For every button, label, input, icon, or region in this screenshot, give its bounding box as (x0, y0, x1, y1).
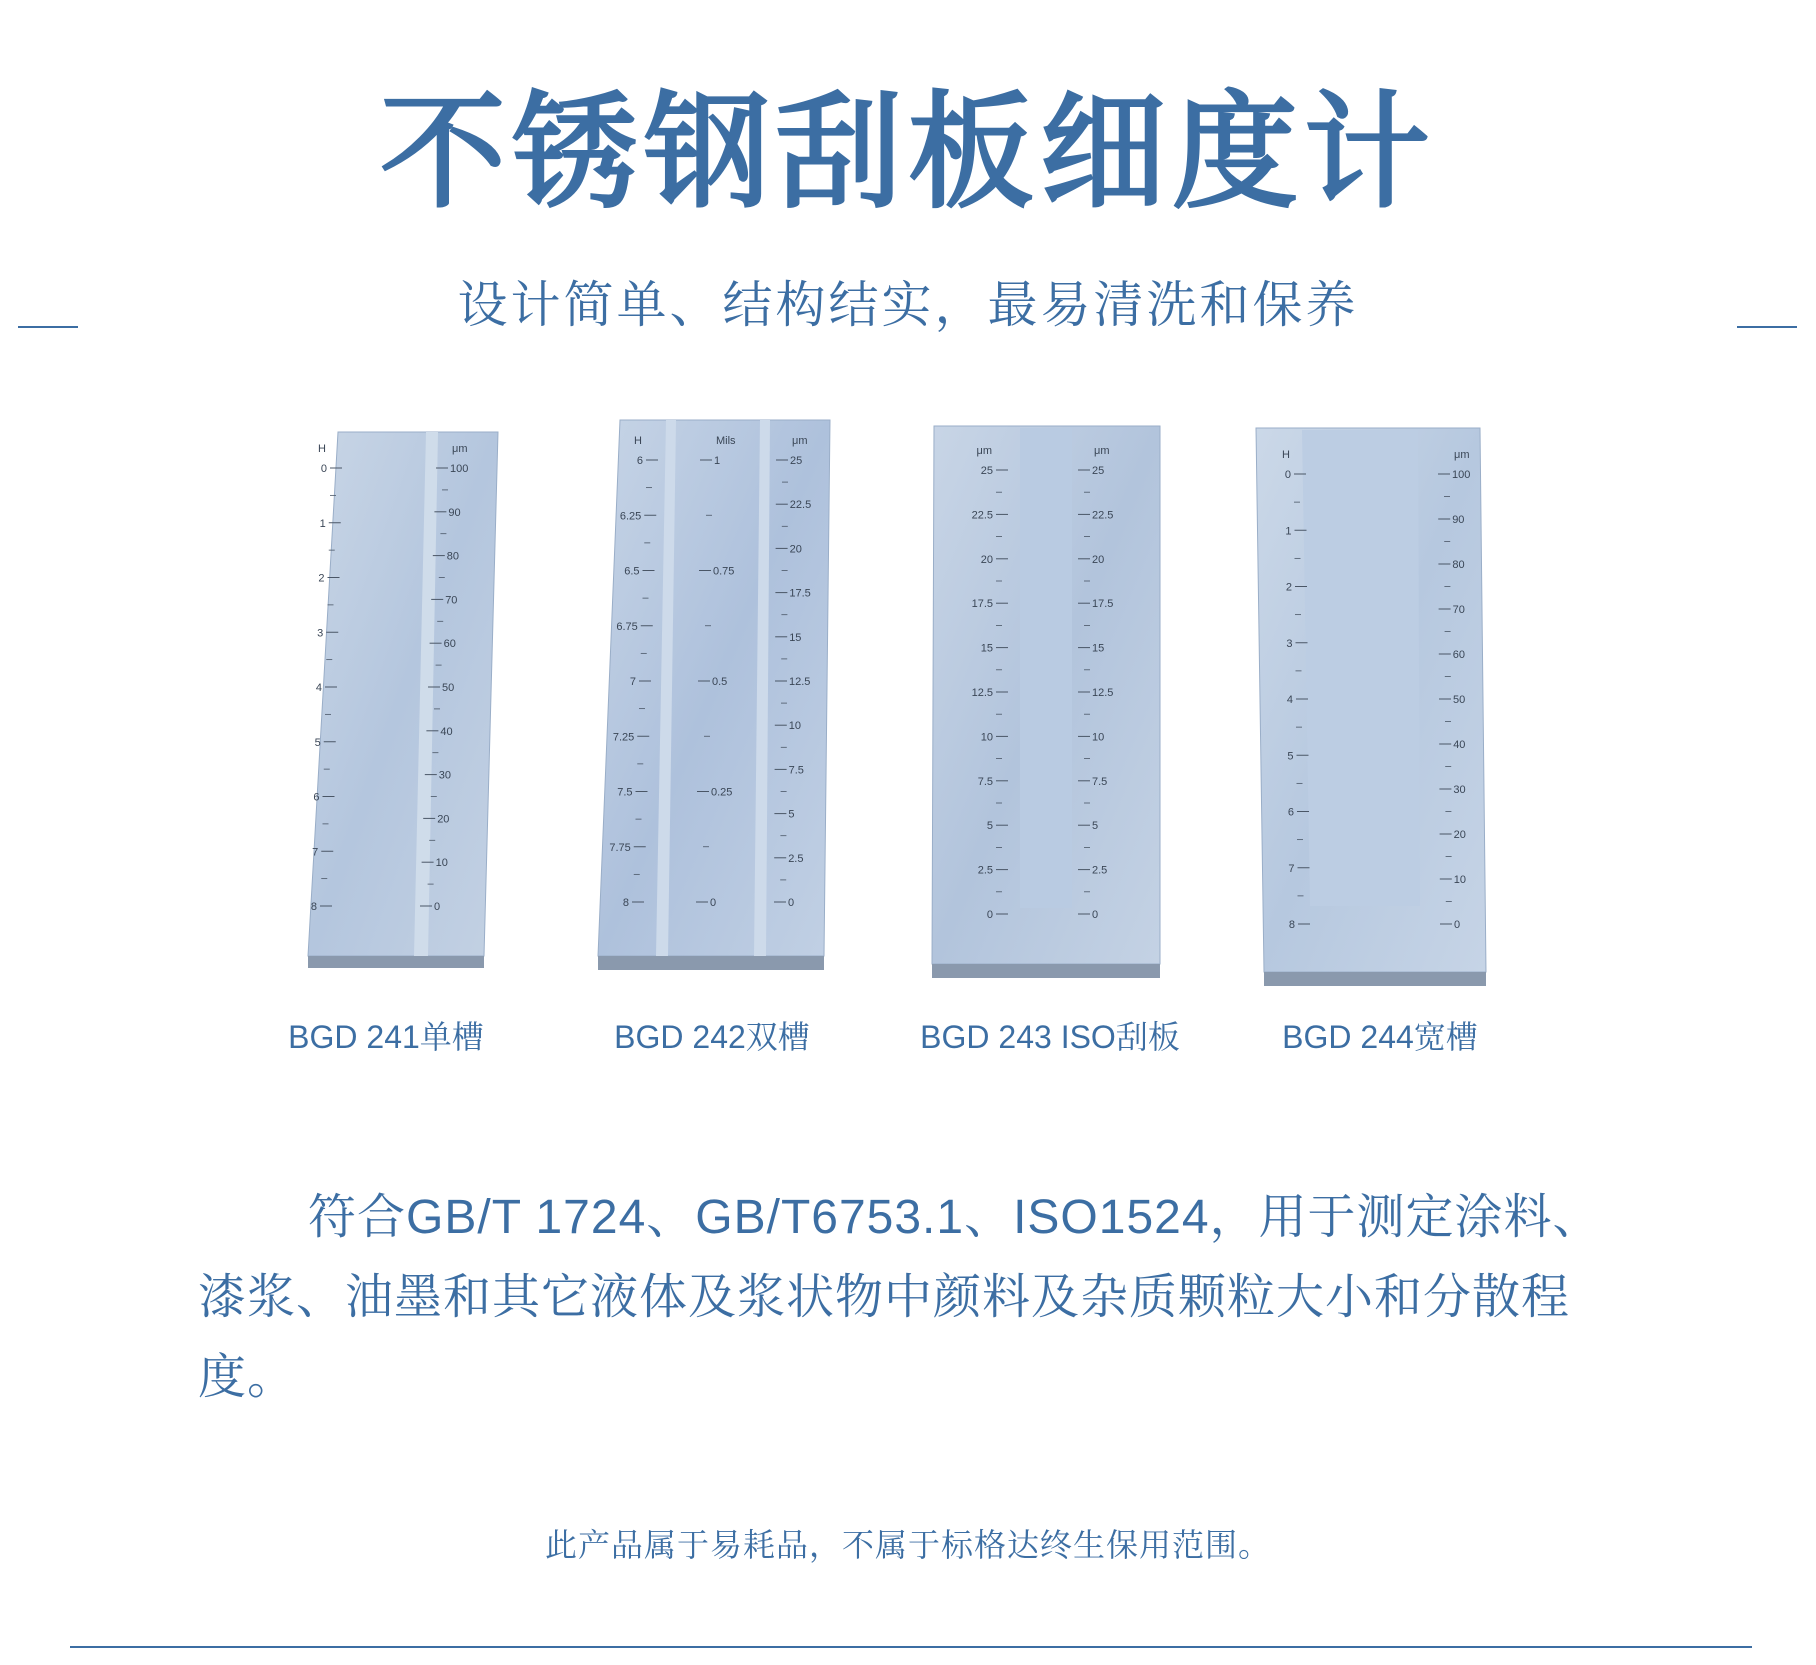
scale-label: 6.25 (619, 510, 642, 523)
scale-label: 5 (1092, 820, 1099, 833)
scale-label: 22.5 (971, 509, 993, 522)
scale-heading: μm (1454, 449, 1470, 461)
scale-label: 20 (980, 553, 993, 566)
gauge-plate (1254, 426, 1490, 990)
scale-label: 1 (714, 455, 721, 467)
scale-label: 0.75 (713, 565, 735, 578)
scale-heading: μm (452, 443, 468, 455)
scale-label: 60 (1452, 649, 1466, 661)
scale-label: 2.5 (977, 864, 993, 877)
scale-label: 100 (1452, 469, 1471, 481)
scale-label: 20 (1453, 829, 1466, 841)
scale-label: 30 (438, 769, 452, 782)
scale-label: 3 (317, 627, 324, 640)
scale-label: 8 (622, 897, 629, 909)
scale-label: 1 (1285, 525, 1292, 538)
scale-label: 0 (986, 909, 993, 921)
scale-label: 5 (314, 736, 321, 749)
scale-label: 7 (629, 676, 636, 688)
scale-label: 0.25 (711, 786, 733, 799)
scale-label: 2 (1285, 581, 1292, 594)
scale-label: 40 (440, 725, 453, 738)
scale-label: 10 (435, 857, 448, 870)
product-label: BGD 243 ISO刮板 (920, 1019, 1180, 1055)
scale-label: 17.5 (789, 587, 811, 600)
scale-label: 100 (450, 463, 469, 475)
product-label: BGD 241单槽 (288, 1019, 484, 1055)
scale-label: 25 (1092, 465, 1105, 477)
scale-label: 7.75 (609, 841, 631, 854)
scale-label: 6 (313, 791, 320, 804)
bottom-divider (70, 1646, 1752, 1648)
scale-label: 0 (1284, 469, 1291, 481)
scale-label: 8 (310, 901, 317, 913)
scale-label: 6.75 (616, 620, 638, 633)
scale-label: 10 (1453, 874, 1467, 886)
scale-label: 7.25 (612, 731, 635, 744)
scale-label: 6 (1287, 806, 1294, 819)
scale-label: 17.5 (971, 598, 993, 611)
scale-label: 7.5 (788, 764, 804, 777)
scale-label: 7.5 (617, 786, 633, 799)
scale-label: 7.5 (1092, 775, 1108, 788)
scale-label: 22.5 (1092, 509, 1114, 522)
scale-label: 80 (446, 550, 460, 563)
scale-heading: Mils (716, 435, 736, 447)
scale-label: 2.5 (788, 852, 804, 865)
scale-label: 10 (1092, 731, 1105, 744)
scale-label: 60 (443, 638, 456, 651)
product-description: 符合GB/T 1724、GB/T6753.1、ISO1524，用于测定涂料、漆浆、油墨和其它液体及浆状物中颜料及杂质颗粒大小和分散程度。 (198, 1191, 1602, 1404)
scale-label: 2 (318, 572, 325, 585)
scale-label: 0.5 (712, 676, 728, 688)
scale-heading: H (634, 435, 642, 447)
scale-label: 17.5 (1092, 598, 1114, 611)
scale-label: 2.5 (1092, 864, 1108, 877)
product-image-bgd244 (1254, 426, 1490, 990)
scale-label: 7 (312, 846, 319, 859)
scale-label: 15 (1092, 642, 1105, 655)
gauge-plate (930, 424, 1164, 980)
page-subtitle: 设计简单、结构结实，最易清洗和保养 (457, 276, 1359, 334)
scale-label: 3 (1286, 637, 1293, 650)
scale-label: 0 (710, 897, 717, 909)
scale-label: 5 (1287, 750, 1294, 763)
scale-label: 50 (442, 682, 455, 694)
scale-label: 0 (1092, 909, 1099, 921)
scale-heading: H (1282, 449, 1290, 461)
scale-label: 50 (1453, 694, 1466, 706)
scale-label: 40 (1453, 739, 1466, 751)
product-image-bgd242 (592, 418, 834, 974)
scale-heading: μm (792, 435, 808, 447)
page-title: 不锈钢刮板细度计 (380, 79, 1436, 226)
gauge-plate (592, 418, 834, 974)
scale-label: 15 (789, 631, 802, 644)
scale-label: 0 (320, 463, 327, 475)
scale-label: 12.5 (789, 676, 811, 688)
scale-label: 70 (445, 594, 458, 607)
scale-label: 7 (1288, 862, 1295, 875)
right-decor-line (1737, 326, 1797, 328)
scale-label: 90 (448, 506, 461, 519)
scale-label: 20 (1092, 553, 1105, 566)
scale-label: 8 (1288, 919, 1295, 931)
product-label: BGD 244宽槽 (1282, 1019, 1478, 1055)
product-image-bgd243 (930, 424, 1164, 980)
scale-label: 20 (437, 813, 450, 826)
scale-label: 7.5 (977, 775, 993, 788)
scale-label: 12.5 (1092, 687, 1114, 699)
scale-label: 25 (790, 455, 803, 467)
scale-label: 4 (1286, 694, 1293, 706)
product-label: BGD 242双槽 (614, 1019, 810, 1055)
scale-label: 70 (1452, 604, 1465, 616)
product-image-bgd241 (298, 428, 508, 976)
scale-label: 0 (1454, 919, 1461, 931)
warranty-note: 此产品属于易耗品，不属于标格达终生保用范围。 (544, 1526, 1271, 1564)
scale-label: 6 (636, 455, 643, 467)
scale-label: 22.5 (789, 499, 812, 512)
scale-heading: μm (976, 445, 992, 457)
scale-heading: μm (1094, 445, 1110, 457)
scale-label: 80 (1452, 559, 1465, 571)
scale-label: 20 (789, 543, 802, 556)
gauge-plate (298, 428, 508, 976)
scale-label: 90 (1452, 514, 1465, 526)
scale-label: 10 (788, 720, 802, 733)
scale-label: 0 (434, 901, 441, 913)
scale-label: 5 (986, 820, 993, 833)
scale-heading: H (318, 443, 326, 455)
scale-label: 15 (980, 642, 993, 655)
scale-label: 10 (980, 731, 993, 744)
scale-label: 30 (1453, 784, 1466, 796)
scale-label: 0 (788, 897, 795, 909)
scale-label: 12.5 (971, 687, 993, 699)
scale-label: 1 (319, 517, 326, 530)
scale-label: 6.5 (624, 565, 640, 578)
scale-label: 4 (315, 682, 322, 694)
scale-label: 5 (788, 808, 795, 821)
scale-label: 25 (980, 465, 993, 477)
